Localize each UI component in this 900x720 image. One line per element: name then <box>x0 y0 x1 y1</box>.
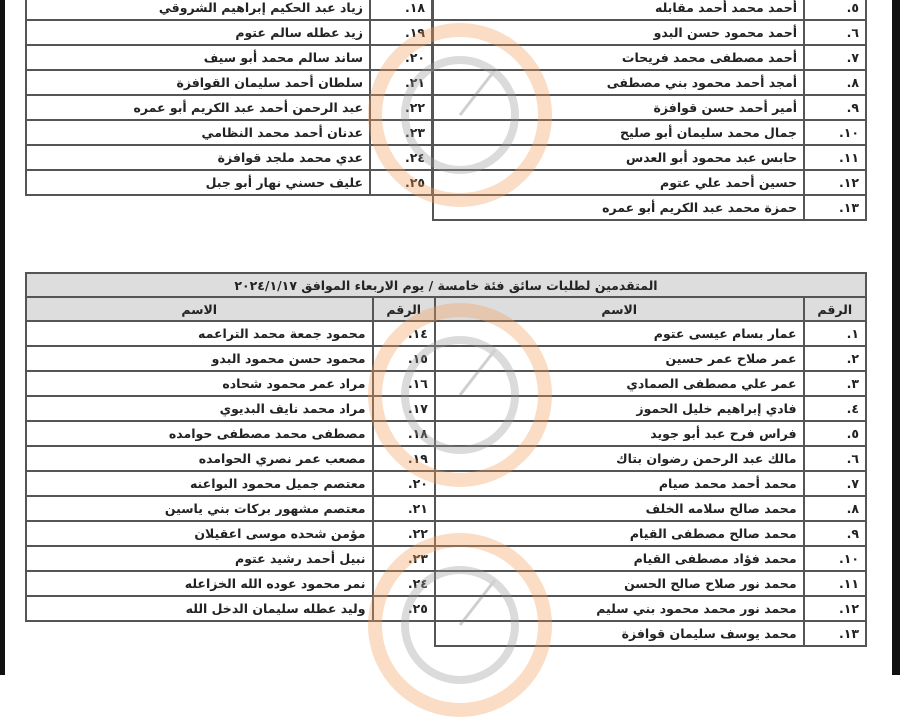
name-header-right: الاسم <box>435 297 804 321</box>
row-number: ٢٥. <box>373 596 435 621</box>
scan-border-right <box>892 0 900 675</box>
student-name: محمود حسن محمود البدو <box>26 346 373 371</box>
student-name: محمد أحمد محمد صيام <box>435 471 804 496</box>
student-name: نمر محمود عوده الله الخزاعله <box>26 571 373 596</box>
table-row <box>433 120 866 145</box>
table-row <box>433 20 866 45</box>
student-name: حمزة محمد عبد الكريم أبو عمره <box>433 195 804 220</box>
table-row <box>433 70 866 95</box>
student-name: حسين أحمد علي عتوم <box>433 170 804 195</box>
student-name: عمر صلاح عمر حسين <box>435 346 804 371</box>
table-row <box>26 321 866 346</box>
student-name: مصطفى محمد مصطفى حوامده <box>26 421 373 446</box>
student-name: محمد نور صلاح صالح الحسن <box>435 571 804 596</box>
row-number: ٢٤. <box>370 145 432 170</box>
student-name: محمد صالح مصطفى القيام <box>435 521 804 546</box>
number-header-left: الرقم <box>373 297 435 321</box>
row-number: ٦. <box>804 446 866 471</box>
row-number: ٨. <box>804 70 866 95</box>
row-number: ٢٤. <box>373 571 435 596</box>
row-number: ١٣. <box>804 195 866 220</box>
student-name: معتصم مشهور بركات بني ياسين <box>26 496 373 521</box>
table-row <box>26 170 432 195</box>
row-number: ١٠. <box>804 120 866 145</box>
row-number: ٢١. <box>370 70 432 95</box>
row-number: ٩. <box>804 95 866 120</box>
row-number: ١٢. <box>804 170 866 195</box>
table-title: المتقدمين لطلبات سائق فئة خامسة / يوم الاربعاء الموافق ٢٠٢٤/١/١٧ <box>26 273 866 297</box>
table-row <box>26 70 432 95</box>
row-number: ٧. <box>804 471 866 496</box>
table-row <box>26 546 866 571</box>
student-name: عمر علي مصطفى الصمادي <box>435 371 804 396</box>
student-name: ساند سالم محمد أبو سيف <box>26 45 370 70</box>
row-number: ١٩. <box>373 446 435 471</box>
table-row <box>26 95 432 120</box>
row-number: ٢٠. <box>370 45 432 70</box>
table-row <box>433 195 866 220</box>
student-name: مراد عمر محمود شحاده <box>26 371 373 396</box>
scan-border-left <box>0 0 5 675</box>
row-number: ٢٢. <box>370 95 432 120</box>
student-name: أمير أحمد حسن قوافزة <box>433 95 804 120</box>
student-name: عبد الرحمن أحمد عبد الكريم أبو عمره <box>26 95 370 120</box>
table-row <box>26 621 866 646</box>
student-name: محمد نور محمد محمود بني سليم <box>435 596 804 621</box>
row-number: ٢١. <box>373 496 435 521</box>
row-number: ١٨. <box>370 0 432 20</box>
row-number: ١٤. <box>373 321 435 346</box>
row-number: ١٥. <box>373 346 435 371</box>
table-row <box>26 120 432 145</box>
student-name: مالك عبد الرحمن رضوان بتاك <box>435 446 804 471</box>
student-name: زيد عطله سالم عتوم <box>26 20 370 45</box>
student-name: مؤمن شحده موسى اعقيلان <box>26 521 373 546</box>
row-number: ١٧. <box>373 396 435 421</box>
table-row <box>26 421 866 446</box>
student-name: وليد عطله سليمان الدخل الله <box>26 596 373 621</box>
student-name: عليف حسني نهار أبو جبل <box>26 170 370 195</box>
student-name: عدنان أحمد محمد النظامي <box>26 120 370 145</box>
top-left-table <box>25 0 433 196</box>
student-name: فادي إبراهيم خليل الحموز <box>435 396 804 421</box>
table-row <box>26 571 866 596</box>
student-name: مراد محمد نايف البديوي <box>26 396 373 421</box>
table-row <box>26 346 866 371</box>
empty-cell <box>26 621 435 646</box>
row-number: ١٠. <box>804 546 866 571</box>
table-row <box>433 45 866 70</box>
student-name: نبيل أحمد رشيد عتوم <box>26 546 373 571</box>
student-name: محمد يوسف سليمان قوافزة <box>435 621 804 646</box>
row-number: ٢. <box>804 346 866 371</box>
row-number: ٢٣. <box>370 120 432 145</box>
name-header-left: الاسم <box>26 297 373 321</box>
applicants-table <box>25 272 867 647</box>
student-name: جمال محمد سليمان أبو صليح <box>433 120 804 145</box>
student-name: عدي محمد ملجد قوافزة <box>26 145 370 170</box>
student-name: أمجد أحمد محمود بني مصطفى <box>433 70 804 95</box>
top-right-table <box>432 0 867 221</box>
student-name: سلطان أحمد سليمان القوافزة <box>26 70 370 95</box>
row-number: ٩. <box>804 521 866 546</box>
row-number: ١٩. <box>370 20 432 45</box>
row-number: ٥. <box>804 0 866 20</box>
row-number: ٧. <box>804 45 866 70</box>
table-row <box>26 471 866 496</box>
student-name: أحمد محمد أحمد مقابله <box>433 0 804 20</box>
row-number: ١٦. <box>373 371 435 396</box>
table-row <box>26 596 866 621</box>
row-number: ١٨. <box>373 421 435 446</box>
row-number: ١١. <box>804 571 866 596</box>
table-row <box>26 145 432 170</box>
student-name: زياد عبد الحكيم إبراهيم الشروقي <box>26 0 370 20</box>
row-number: ١٣. <box>804 621 866 646</box>
student-name: معتصم جميل محمود البواعنه <box>26 471 373 496</box>
row-number: ٤. <box>804 396 866 421</box>
student-name: أحمد مصطفى محمد فريحات <box>433 45 804 70</box>
student-name: عمار بسام عيسى عتوم <box>435 321 804 346</box>
table-row <box>26 496 866 521</box>
row-number: ٢٣. <box>373 546 435 571</box>
row-number: ١. <box>804 321 866 346</box>
row-number: ٦. <box>804 20 866 45</box>
table-row <box>26 20 432 45</box>
student-name: فراس فرح عبد أبو جويد <box>435 421 804 446</box>
number-header-right: الرقم <box>804 297 866 321</box>
row-number: ١١. <box>804 145 866 170</box>
table-row <box>26 521 866 546</box>
student-name: محمد فؤاد مصطفى القيام <box>435 546 804 571</box>
student-name: محمد صالح سلامه الخلف <box>435 496 804 521</box>
row-number: ٨. <box>804 496 866 521</box>
row-number: ٢٥. <box>370 170 432 195</box>
row-number: ٢٢. <box>373 521 435 546</box>
table-row <box>26 371 866 396</box>
table-row <box>433 95 866 120</box>
row-number: ٣. <box>804 371 866 396</box>
table-row <box>26 45 432 70</box>
student-name: محمود جمعة محمد التراعمه <box>26 321 373 346</box>
table-row <box>26 0 432 20</box>
student-name: مصعب عمر نصري الحوامده <box>26 446 373 471</box>
student-name: أحمد محمود حسن البدو <box>433 20 804 45</box>
table-row <box>26 446 866 471</box>
row-number: ١٢. <box>804 596 866 621</box>
table-row <box>26 396 866 421</box>
table-row <box>433 145 866 170</box>
row-number: ٢٠. <box>373 471 435 496</box>
table-row <box>433 0 866 20</box>
student-name: حابس عبد محمود أبو العدس <box>433 145 804 170</box>
table-row <box>433 170 866 195</box>
row-number: ٥. <box>804 421 866 446</box>
